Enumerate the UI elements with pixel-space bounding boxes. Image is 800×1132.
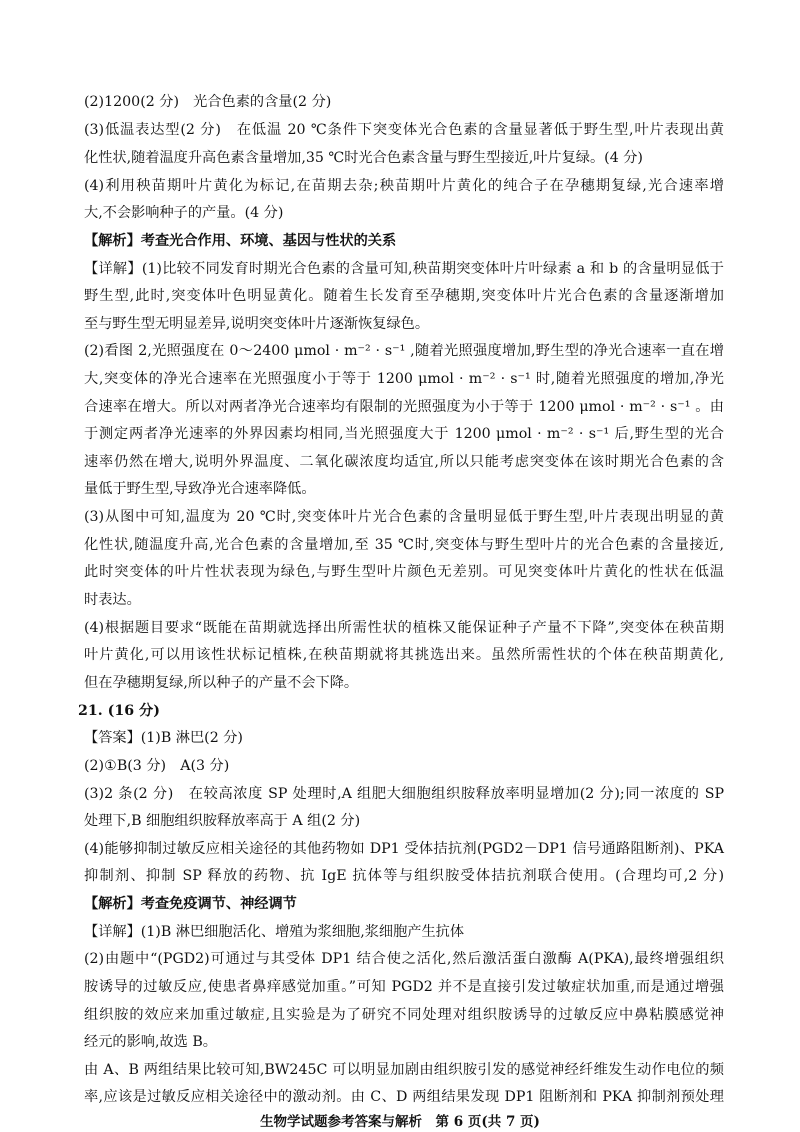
detail-line: (2)看图 2,光照强度在 0～2400 μmol · m⁻² · s⁻¹ ,随着光照强度增加,野生型的净光合速率一直在增 (84, 343, 724, 359)
detail-line: 组织胺的效应来加重过敏症,且实验是为了研究不同处理对组织胺诱导的过敏反应中鼻粘膜感觉神 (84, 1007, 724, 1023)
answer-line: 抑制剂、抑制 SP 释放的药物、抗 IgE 抗体等与组织胺受体拮抗剂联合使用。(合理均可,2 分) (84, 868, 724, 884)
answer-line: 大,不会影响种子的产量。(4 分) (84, 205, 284, 221)
detail-line: 经元的影响,故选 B。 (84, 1034, 217, 1050)
analysis-heading: 【解析】考查免疫调节、神经调节 (84, 896, 297, 912)
answer-line: (3)低温表达型(2 分) 在低温 20 ℃条件下突变体光合色素的含量显著低于野生型,叶片表现出黄 (84, 122, 724, 138)
detail-line: 率,应该是过敏反应相关途径中的激动剂。由 C、D 两组结果发现 DP1 阻断剂和 PKA 抑制剂预处理 (84, 1089, 724, 1105)
detail-line: 化性状,随温度升高,光合色素的含量增加,至 35 ℃时,突变体与野生型叶片的光合色素的含量接近, (84, 537, 724, 553)
question-number: 21. (16 分) (78, 703, 160, 719)
detail-line: 至与野生型无明显差异,说明突变体叶片逐渐恢复绿色。 (84, 316, 430, 332)
detail-line: 此时突变体的叶片性状表现为绿色,与野生型叶片颜色无差别。可见突变体叶片黄化的性状在低温 (84, 564, 724, 580)
answer-line: (4)利用秧苗期叶片黄化为标记,在苗期去杂;秧苗期叶片黄化的纯合子在孕穗期复绿,光合速率增 (84, 178, 724, 194)
answer-line: 化性状,随着温度升高色素含量增加,35 ℃时光合色素含量与野生型接近,叶片复绿。(4 分) (84, 150, 643, 166)
detail-line: 量低于野生型,导致净光合速率降低。 (84, 481, 316, 497)
detail-line: 大,突变体的净光合速率在光照强度小于等于 1200 μmol · m⁻² · s⁻¹ 时,随着光照强度的增加,净光 (84, 371, 724, 387)
answer-line: (4)能够抑制过敏反应相关途径的其他药物如 DP1 受体拮抗剂(PGD2－DP1 信号通路阻断剂)、PKA (84, 841, 724, 857)
answer-line: 处理下,B 细胞组织胺释放率高于 A 组(2 分) (84, 813, 361, 829)
detail-line: 但在孕穗期复绿,所以种子的产量不会下降。 (84, 675, 359, 691)
answer-line: (2)1200(2 分) 光合色素的含量(2 分) (84, 94, 332, 110)
detail-line: (3)从图中可知,温度为 20 ℃时,突变体叶片光合色素的含量明显低于野生型,叶片表现出明显的黄 (84, 509, 724, 525)
detail-line: 胺诱导的过敏反应,使患者鼻痒感觉加重。”可知 PGD2 并不是直接引发过敏症状加重,而是通过增强 (84, 979, 724, 995)
detail-line: 于测定两者净光速率的外界因素均相同,当光照强度大于 1200 μmol · m⁻² · s⁻¹ 后,野生型的光合 (84, 426, 724, 442)
detail-line: (2)由题中“(PGD2)可通过与其受体 DP1 结合使之活化,然后激活蛋白激酶 A(PKA),最终增强组织 (84, 951, 724, 967)
detail-line: 速率仍然在增大,说明外界温度、二氧化碳浓度均适宜,所以只能考虑突变体在该时期光合色素的含 (84, 454, 724, 470)
detail-line: 合速率在增大。所以对两者净光合速率均有限制的光照强度为小于等于 1200 μmol · m⁻² · s⁻¹ 。由 (84, 399, 724, 415)
analysis-heading: 【解析】考查光合作用、环境、基因与性状的关系 (84, 233, 397, 249)
detail-line: 【详解】(1)B 淋巴细胞活化、增殖为浆细胞,浆细胞产生抗体 (84, 924, 465, 940)
answer-line: (2)①B(3 分) A(3 分) (84, 758, 230, 774)
detail-line: 【详解】(1)比较不同发育时期光合色素的含量可知,秧苗期突变体叶片叶绿素 a 和 b 的含量明显低于 (84, 261, 724, 277)
detail-line: (4)根据题目要求“既能在苗期就选择出所需性状的植株又能保证种子产量不下降”,突变体在秧苗期 (84, 620, 724, 636)
detail-line: 时表达。 (84, 592, 141, 608)
answer-line: (3)2 条(2 分) 在较高浓度 SP 处理时,A 组肥大细胞组织胺释放率明显增加(2 分);同一浓度的 SP (84, 786, 724, 802)
detail-line: 叶片黄化,可以用该性状标记植株,在秧苗期就将其挑选出来。虽然所需性状的个体在秧苗期黄化, (84, 647, 724, 663)
detail-line: 野生型,此时,突变体叶色明显黄化。随着生长发育至孕穗期,突变体叶片光合色素的含量逐渐增加 (84, 288, 724, 304)
answer-line: 【答案】(1)B 淋巴(2 分) (84, 730, 243, 746)
page-footer: 生物学试题参考答案与解析 第 6 页(共 7 页) (260, 1114, 540, 1130)
detail-line: 由 A、B 两组结果比较可知,BW245C 可以明显加剧由组织胺引发的感觉神经纤维发生动作电位的频 (84, 1062, 724, 1078)
